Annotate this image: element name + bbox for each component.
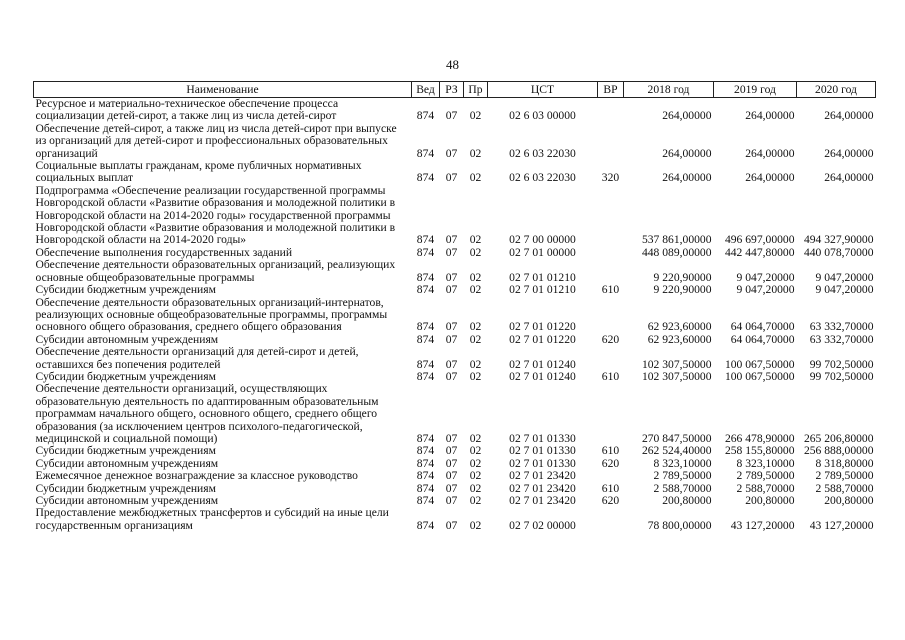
- row-2020-value: 2 588,70000: [815, 481, 874, 495]
- row-name-cell: Субсидии автономным учреждениям: [35, 494, 219, 507]
- row-cst-cell: 02 7 01 23420: [509, 481, 576, 495]
- row-pr-cell: 02: [469, 369, 482, 383]
- row-2019-value: 100 067,50000: [724, 357, 795, 371]
- row-2019-value: 496 697,00000: [724, 233, 795, 247]
- header-name: Наименование: [34, 82, 412, 98]
- row-name-cell: Субсидии автономным учреждениям: [35, 332, 219, 346]
- row-cst-cell: 02 7 01 00000: [509, 245, 576, 259]
- row-2018-value: 200,80000: [662, 494, 712, 507]
- row-name-cell: Ресурсное и материально-техническое обеспечение процесса социализации детей-сирот, а также лиц из числа детей-сирот: [35, 97, 339, 123]
- row-ved-cell: 874: [416, 481, 435, 495]
- header-rz: РЗ: [440, 82, 464, 98]
- row-pr-cell: 02: [469, 481, 482, 495]
- row-2019-value: 64 064,70000: [730, 332, 795, 346]
- table-row: [34, 507, 876, 532]
- table-header-row: [34, 82, 876, 98]
- row-rz-cell: 07: [445, 518, 458, 532]
- row-rz-cell: 07: [445, 456, 458, 470]
- row-vr-cell: [598, 297, 624, 334]
- header-2019: 2019 год: [714, 82, 797, 98]
- row-name-cell: Предоставление межбюджетных трансфертов и субсидий на иные цели государственным организациям: [35, 506, 389, 532]
- row-2019-value: 258 155,80000: [724, 444, 795, 458]
- header-vr: ВР: [598, 82, 624, 98]
- row-ved-cell: 874: [416, 233, 435, 247]
- row-name-cell: Субсидии бюджетным учреждениям: [35, 283, 216, 297]
- row-pr-cell: 02: [469, 456, 482, 470]
- row-cst-cell: 02 7 00 00000: [509, 233, 576, 247]
- row-2020-value: 43 127,20000: [809, 518, 874, 532]
- row-rz-cell: 07: [445, 245, 458, 259]
- row-cst-cell: 02 6 03 22030: [509, 171, 576, 185]
- row-2019-value: 9 047,20000: [736, 270, 795, 284]
- row-2019-value: 2 588,70000: [736, 481, 795, 495]
- table-row: [34, 123, 876, 160]
- row-cst-cell: 02 7 02 00000: [509, 518, 576, 532]
- row-2018-value: 102 307,50000: [641, 357, 712, 371]
- row-2018-value: 62 923,60000: [647, 320, 712, 334]
- header-cst: ЦСТ: [488, 82, 598, 98]
- row-vr-cell: 610: [601, 283, 620, 297]
- budget-table: [33, 81, 876, 532]
- row-2019-value: 8 323,10000: [736, 456, 795, 470]
- row-ved-cell: 874: [416, 171, 435, 185]
- row-pr-cell: 02: [469, 332, 482, 346]
- row-2020-value: 9 047,20000: [815, 283, 874, 297]
- row-2018-value: 62 923,60000: [647, 332, 712, 346]
- table-body: [34, 98, 876, 533]
- table-row: [34, 346, 876, 371]
- row-2020-value: 8 318,80000: [815, 456, 874, 470]
- row-rz-cell: 07: [445, 171, 458, 185]
- row-pr-cell: 02: [469, 283, 482, 297]
- row-vr-cell: [598, 185, 624, 247]
- row-ved-cell: 874: [416, 283, 435, 297]
- row-pr-cell: 02: [469, 469, 482, 483]
- row-2019-value: 9 047,20000: [736, 283, 795, 297]
- row-vr-cell: [598, 123, 624, 160]
- row-pr-cell: 02: [469, 146, 482, 160]
- row-name-cell: Обеспечение детей-сирот, а также лиц из числа детей-сирот при выпуске из организаций для детей-сирот и профессиональных образовательных организаций: [35, 121, 397, 160]
- row-2018-value: 9 220,90000: [653, 270, 712, 284]
- row-pr-cell: 02: [469, 245, 482, 259]
- row-vr-cell: 610: [601, 369, 620, 383]
- row-2019-value: 264,00000: [745, 171, 795, 185]
- row-2020-value: 9 047,20000: [815, 270, 874, 284]
- row-2018-value: 8 323,10000: [653, 456, 712, 470]
- row-ved-cell: 874: [416, 518, 435, 532]
- row-cst-cell: 02 7 01 01240: [509, 357, 576, 371]
- row-vr-cell: 620: [601, 332, 620, 346]
- row-vr-cell: [598, 247, 624, 259]
- row-ved-cell: 874: [416, 245, 435, 259]
- row-pr-cell: 02: [469, 320, 482, 334]
- row-ved-cell: 874: [416, 369, 435, 383]
- row-2019-value: 64 064,70000: [730, 320, 795, 334]
- row-cst-cell: 02 7 01 01330: [509, 444, 576, 458]
- row-ved-cell: 874: [416, 469, 435, 483]
- row-cst-cell: 02 7 01 01220: [509, 320, 576, 334]
- row-2019-value: 264,00000: [745, 146, 795, 160]
- row-name-cell: Обеспечение деятельности образовательных организаций, реализующих основные общеобразовательные программы: [35, 258, 396, 284]
- table-row: [34, 470, 876, 482]
- row-cst-cell: 02 6 03 22030: [509, 146, 576, 160]
- table-row: [34, 445, 876, 457]
- row-2018-value: 262 524,40000: [641, 444, 712, 458]
- row-rz-cell: 07: [445, 494, 458, 507]
- row-cst-cell: 02 7 01 01330: [509, 431, 576, 445]
- row-2020-value: 264,00000: [824, 146, 874, 160]
- row-pr-cell: 02: [469, 494, 482, 507]
- row-pr-cell: 02: [469, 357, 482, 371]
- row-ved-cell: 874: [416, 431, 435, 445]
- row-name-cell: Обеспечение деятельности организаций для детей-сирот и детей, оставшихся без попечения родителей: [35, 345, 359, 371]
- row-2020-value: 265 206,80000: [803, 431, 874, 445]
- row-rz-cell: 07: [445, 431, 458, 445]
- row-ved-cell: 874: [416, 320, 435, 334]
- header-2018: 2018 год: [624, 82, 714, 98]
- row-cst-cell: 02 6 03 00000: [509, 109, 576, 123]
- row-2018-value: 2 789,50000: [653, 469, 712, 483]
- row-rz-cell: 07: [445, 481, 458, 495]
- row-vr-cell: 620: [601, 494, 620, 507]
- table-row: [34, 297, 876, 334]
- row-2018-value: 537 861,00000: [641, 233, 712, 247]
- row-2020-value: 63 332,70000: [809, 320, 874, 334]
- row-pr-cell: 02: [469, 233, 482, 247]
- row-ved-cell: 874: [416, 357, 435, 371]
- row-ved-cell: 874: [416, 332, 435, 346]
- row-ved-cell: 874: [416, 146, 435, 160]
- row-rz-cell: 07: [445, 369, 458, 383]
- row-rz-cell: 07: [445, 469, 458, 483]
- row-ved-cell: 874: [416, 109, 435, 123]
- row-name-cell: Социальные выплаты гражданам, кроме публичных нормативных социальных выплат: [35, 159, 362, 185]
- row-2018-value: 448 089,00000: [641, 245, 712, 259]
- row-2020-value: 264,00000: [824, 171, 874, 185]
- row-ved-cell: 874: [416, 270, 435, 284]
- row-2020-value: 2 789,50000: [815, 469, 874, 483]
- table-row: [34, 185, 876, 247]
- row-rz-cell: 07: [445, 233, 458, 247]
- row-name-cell: Субсидии бюджетным учреждениям: [35, 444, 216, 458]
- row-ved-cell: 874: [416, 494, 435, 507]
- row-vr-cell: [598, 383, 624, 445]
- row-cst-cell: 02 7 01 01210: [509, 283, 576, 297]
- table-row: [34, 98, 876, 123]
- row-vr-cell: 610: [601, 481, 620, 495]
- row-cst-cell: 02 7 01 23420: [509, 494, 576, 507]
- row-2018-value: 78 800,00000: [647, 518, 712, 532]
- row-name-cell: Ежемесячное денежное вознаграждение за классное руководство: [35, 469, 358, 483]
- row-cst-cell: 02 7 01 01330: [509, 456, 576, 470]
- row-name-cell: Субсидии автономным учреждениям: [35, 456, 219, 470]
- row-vr-cell: [598, 346, 624, 371]
- table-row: [34, 160, 876, 185]
- row-name-cell: Подпрограмма «Обеспечение реализации государственной программы Новгородской области «Развитие образования и молодежной политики в Новгородской области на 2014-2020 годы» государственной программы Новгородской области «Развитие образования и молодежной политики в Новгородской области на 2014-2020 годы»: [35, 183, 396, 247]
- row-pr-cell: 02: [469, 109, 482, 123]
- row-pr-cell: 02: [469, 444, 482, 458]
- row-2019-value: 2 789,50000: [736, 469, 795, 483]
- row-vr-cell: 320: [601, 171, 620, 185]
- row-rz-cell: 07: [445, 357, 458, 371]
- row-name-cell: Обеспечение выполнения государственных заданий: [35, 245, 293, 259]
- row-vr-cell: [598, 259, 624, 284]
- row-cst-cell: 02 7 01 01220: [509, 332, 576, 346]
- header-pr: Пр: [464, 82, 488, 98]
- row-2020-value: 256 888,00000: [803, 444, 874, 458]
- row-rz-cell: 07: [445, 332, 458, 346]
- row-2020-value: 494 327,90000: [803, 233, 874, 247]
- row-vr-cell: 610: [601, 444, 620, 458]
- row-rz-cell: 07: [445, 146, 458, 160]
- row-2019-value: 200,80000: [745, 494, 795, 507]
- row-pr-cell: 02: [469, 270, 482, 284]
- row-pr-cell: 02: [469, 171, 482, 185]
- row-2018-value: 264,00000: [662, 109, 712, 123]
- row-name-cell: Обеспечение деятельности образовательных организаций-интернатов, реализующих основные общеобразовательные программы, программы основного общего образования, среднего общего образования: [35, 295, 388, 334]
- row-2020-value: 440 078,70000: [803, 245, 874, 259]
- row-ved-cell: 874: [416, 456, 435, 470]
- row-rz-cell: 07: [445, 270, 458, 284]
- row-ved-cell: 874: [416, 444, 435, 458]
- row-rz-cell: 07: [445, 283, 458, 297]
- row-2019-value: 264,00000: [745, 109, 795, 123]
- row-2020-value: 99 702,50000: [809, 369, 874, 383]
- header-2020: 2020 год: [797, 82, 876, 98]
- row-2018-value: 102 307,50000: [641, 369, 712, 383]
- row-2019-value: 43 127,20000: [730, 518, 795, 532]
- row-2018-value: 264,00000: [662, 171, 712, 185]
- row-cst-cell: 02 7 01 01240: [509, 369, 576, 383]
- row-vr-cell: [598, 470, 624, 482]
- row-name-cell: Субсидии бюджетным учреждениям: [35, 369, 216, 383]
- header-ved: Вед: [412, 82, 440, 98]
- table-row: [34, 284, 876, 296]
- row-rz-cell: 07: [445, 444, 458, 458]
- row-2019-value: 442 447,80000: [724, 245, 795, 259]
- row-2018-value: 270 847,50000: [641, 431, 712, 445]
- row-2020-value: 200,80000: [824, 494, 874, 507]
- row-rz-cell: 07: [445, 109, 458, 123]
- row-2019-value: 100 067,50000: [724, 369, 795, 383]
- row-pr-cell: 02: [469, 518, 482, 532]
- row-pr-cell: 02: [469, 431, 482, 445]
- row-name-cell: Обеспечение деятельности организаций, осуществляющих образовательную деятельность по адаптированным образовательным программам начального общего, основного общего, среднего общего образования (за исключением центров психолого-педагогической, медицинской и социальной помощи): [35, 382, 379, 445]
- row-vr-cell: [598, 98, 624, 123]
- row-2018-value: 9 220,90000: [653, 283, 712, 297]
- table-row: [34, 259, 876, 284]
- row-2018-value: 264,00000: [662, 146, 712, 160]
- row-rz-cell: 07: [445, 320, 458, 334]
- row-name-cell: Субсидии бюджетным учреждениям: [35, 481, 216, 495]
- row-cst-cell: 02 7 01 01210: [509, 270, 576, 284]
- row-2020-value: 264,00000: [824, 109, 874, 123]
- row-vr-cell: [598, 507, 624, 532]
- table-row: [34, 383, 876, 445]
- row-2020-value: 99 702,50000: [809, 357, 874, 371]
- row-2019-value: 266 478,90000: [724, 431, 795, 445]
- page-number: 48: [446, 57, 459, 72]
- row-vr-cell: 620: [601, 456, 620, 470]
- row-2020-value: 63 332,70000: [809, 332, 874, 346]
- row-cst-cell: 02 7 01 23420: [509, 469, 576, 483]
- row-2018-value: 2 588,70000: [653, 481, 712, 495]
